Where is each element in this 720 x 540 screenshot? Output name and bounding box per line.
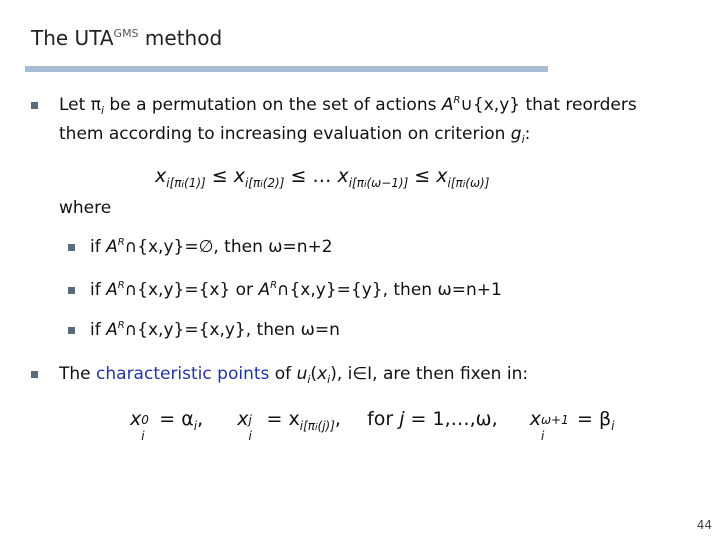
bullet1-text-post: that reorders	[520, 95, 637, 115]
formula1-term1: x	[155, 165, 167, 187]
formula1-sub1: i[πi(1)]	[166, 176, 206, 190]
bullet-square-icon	[31, 371, 38, 378]
formula1-le3: ≤	[408, 165, 437, 187]
characteristic-points-formula: x 0 i = $\alpha_i$, x j i = $x_{i[\pi i(j)]}$, for j = 1,…,ω, x ω+1 i = $\beta_i$	[130, 408, 615, 443]
criterion-subscript: i	[521, 133, 525, 146]
sub-bullet-square-icon	[68, 244, 75, 251]
bullet1-line2	[59, 124, 530, 146]
bullet1-text: Let	[59, 95, 91, 115]
title-suffix: method	[138, 26, 223, 50]
set-A-superscript: R	[453, 95, 461, 106]
pi-symbol: π	[90, 95, 101, 115]
sub-item-2: if $A^R\cap\{x,y\}=\{x\}$ or $A^R\cap\{x,y\}=\{y\}$, then ω=n+1	[90, 280, 502, 300]
slide-title	[31, 26, 222, 50]
page-number: 44	[696, 518, 712, 532]
bullet2-line: The characteristic points of $u_i(x_i)$, i∈I, are then fixen in:	[59, 364, 529, 386]
formula1-term4: x	[436, 165, 448, 187]
formula1-sub3: i[πi(ω−1)]	[348, 176, 409, 190]
where-label: where	[59, 198, 112, 218]
colon: :	[524, 124, 531, 144]
formula1-le1: ≤	[205, 165, 234, 187]
bullet-square-icon	[31, 102, 38, 109]
set-A: A	[441, 95, 454, 115]
sub-bullet-square-icon	[68, 287, 75, 294]
bullet1-line1	[59, 95, 637, 117]
formula1-term3: x	[337, 165, 349, 187]
permutation-formula	[155, 165, 489, 190]
formula1-sub2: i[πi(2)]	[244, 176, 285, 190]
title-superscript: GMS	[113, 27, 139, 40]
bullet1-text-mid: be a permutation on the set of actions	[104, 95, 442, 115]
sub-item-1: if $A^R\cap\{x,y\}=\emptyset$, then ω=n+2	[90, 237, 333, 257]
characteristic-points-highlight: characteristic points	[96, 364, 270, 384]
title-text: The UTA	[31, 26, 114, 50]
formula1-sub4: i[πi(ω)]	[447, 176, 490, 190]
criterion-g: g	[510, 124, 522, 144]
bullet1-line2-text: them according to increasing evaluation on criterion	[59, 124, 511, 144]
title-underline-bar	[25, 66, 548, 72]
formula1-le2: ≤ …	[284, 165, 338, 187]
formula1-term2: x	[233, 165, 245, 187]
sub-item-3: if $A^R\cap\{x,y\}=\{x,y\}$, then ω=n	[90, 320, 340, 340]
union-set: ∪{x,y}	[460, 95, 521, 115]
pi-subscript: i	[100, 104, 105, 117]
sub-bullet-square-icon	[68, 327, 75, 334]
